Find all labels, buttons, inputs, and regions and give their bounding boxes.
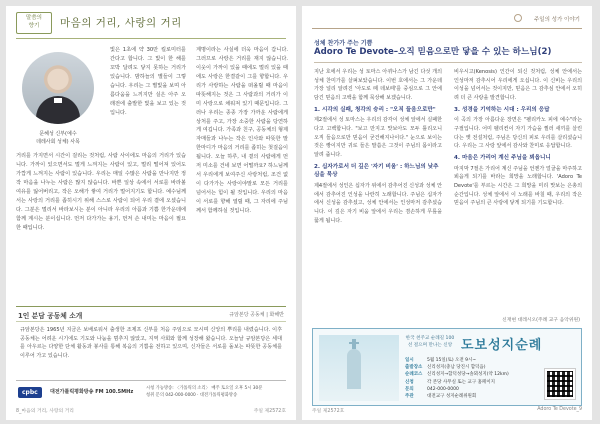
left-page — [6, 6, 296, 420]
pilgrimage-detail-row — [405, 357, 545, 364]
left-footer — [16, 407, 286, 417]
article-paragraph: 제4절에서 성인은 십자가 위에서 감추어진 신성과 성체 안에서 감추어진 인성을 나란히 노래합니다. 주님은 십자가에서 신성을 감추셨고, 성체 안에서는 인성마저 감추셨습니다. 이 깊은 자기 비움 앞에서 우리는 겸손하게 무릎을 꿇게 됩니다. — [314, 182, 442, 224]
music-note-icon — [514, 14, 522, 22]
radio-ad — [16, 380, 286, 402]
pilgrimage-detail-value: 신리성지(충남 당진시 합덕읍) — [427, 365, 486, 371]
pilgrimage-details — [405, 357, 545, 400]
pilgrimage-detail-row — [405, 386, 545, 393]
community-notice-header — [16, 306, 286, 322]
pilgrimage-detail-key: 일시 — [405, 358, 414, 363]
pilgrimage-detail-key: 문의 — [405, 386, 414, 392]
article-subheading: 1. 시각의 실패, 청각의 승리 : "오직 들음으로만" — [314, 106, 436, 113]
pilgrimage-detail-key: 신청 — [405, 379, 414, 385]
community-notice-title: 1인 분담 공동체 소개 — [18, 312, 83, 320]
cross-icon — [352, 339, 356, 349]
author-caption-line-1: 문혜성 신부(예수 — [39, 131, 77, 137]
pilgrimage-detail-value: 각 본당 사무실 또는 교구 홈페이지 — [427, 379, 496, 385]
qr-code-icon[interactable] — [545, 369, 575, 399]
article-paragraph: 지난 호에서 우리는 성 토마스 아퀴나스가 남긴 다섯 개의 성체 찬미가를 살펴보았습니다. 이번 호에서는 그 가운데 가장 널리 알려진 '아도로 떼 데보떼'를 중심으로 그 안에 담긴 믿음의 고백을 함께 묵상해 보겠습니다. — [314, 69, 442, 101]
title-rule — [314, 62, 582, 63]
article-paragraph: 제2절에서 성 토마스는 우리의 감각이 성체 앞에서 실패한다고 고백합니다. "보고 만지고 맛보아도 모두 틀리오니 오직 들음으로만 믿음이 굳건해지나이다." 눈으로 보이는 것은 빵이지만 귀로 들은 말씀은 그것이 주님의 몸이라고 알려 줍니다. — [314, 117, 442, 158]
pilgrimage-tagline: 한국 천주교 순례길 100선 걸으며 만나는 신앙 — [405, 336, 455, 348]
column-title: 마음의 거리, 사랑의 거리 — [60, 17, 182, 29]
right-page — [302, 6, 592, 420]
article-paragraph: 마지막 7절은 가리어 계신 주님을 언젠가 얼굴을 마주하고 뵈옵게 되기를 바라는 희망을 노래합니다. 'Adoro Te Devote'를 부르는 시간은 그 희망을 미리 맛보는 은총의 순간입니다. 성체 앞에서 이 노래를 바칠 때, 우리의 작은 믿음이 주님의 큰 사랑에 닿게 되기를 기도합니다. — [454, 165, 582, 207]
pilgrimage-detail-value: 5월 15일(토) 오전 9시~ — [427, 358, 477, 363]
header-rule — [16, 38, 286, 39]
pilgrimage-detail-value: 042-000-0000 — [427, 386, 459, 392]
column-header — [16, 12, 286, 40]
right-page-number: Adoro Te Devote_9 — [537, 407, 582, 412]
article-subheading: 2. 십자가로서 더 깊은 '자기 비움' : 하느님의 낮추심을 묵상 — [314, 163, 439, 179]
radio-ad-line-1: 시청 가능방송: 〈가톨릭의 소리〉 매주 토요일 오후 5시 30분 — [146, 386, 263, 391]
radio-ad-details — [146, 386, 286, 399]
left-page-number: 8_마음의 거리, 사랑의 거리 — [16, 409, 74, 414]
article-title: Adoro Te Devote–오직 믿음으로만 닿을 수 있는 하느님(2) — [314, 47, 552, 57]
article-paragraph: 비우시고(Kenosis) 인간이 되신 것처럼, 성체 안에서는 인성마저 감추시어 우리에게 오십니다. 이 신비는 우리의 이성을 넘어서는 것이지만, 믿음은 그 감추심 안에서 오히려 더 큰 사랑을 발견합니다. — [454, 69, 582, 101]
pilgrimage-detail-row — [405, 364, 545, 371]
community-notice-text: 규암본당은 1965년 지금은 보배로워서 출생한 조제프 신부를 처음 주임으로 모시며 신앙의 뿌리를 내렸습니다. 이후 공동체는 어려운 시기에도 기도와 나눔을 멈추지 않았고, 지역 사회와 함께 성장해 왔습니다. 오늘날 규암본당은 세대를 아우르는 다양한 단체 활동과 봉사를 통해 복음의 기쁨을 전하고 있으며, 신자들은 서로를 돌보는 따뜻한 공동체를 이루어 가고 있습니다. — [20, 327, 282, 359]
pilgrimage-title: 도보성지순례 — [461, 338, 543, 353]
article-kicker: 성체 찬가가 주는 기쁨 — [314, 40, 373, 47]
pilgrimage-detail-value: 대전교구 성지순례위원회 — [427, 393, 477, 399]
article-paragraph: 이 곡의 가장 아름다운 장면은 "펠리카노 피에 예수"라는 구절입니다. 어미 펠리컨이 자기 가슴을 찔러 새끼를 살린다는 옛 전설처럼, 주님은 당신의 피로 우리를 살리셨습니다. 우리는 그 사랑 앞에서 감사와 찬미로 응답합니다. — [454, 117, 582, 150]
church-tower — [347, 349, 361, 389]
badge-line-1: 말씀의 — [26, 15, 42, 21]
pilgrimage-detail-value: 신리성지→합덕성당→솔뫼성지(약 12km) — [427, 372, 509, 378]
section-rule — [312, 28, 582, 29]
column-text-continued: 계명이라는 사실에 더욱 마음이 갑니다. 그러므로 사랑은 거리를 재지 않습니다. 이웃이 가까이 있을 때에도 멀리 있을 때에도 사랑은 한결같이 그를 향합니다. 우리가 사랑하는 사람을 떠올릴 때 마음이 따뜻해지는 것은 그 사람과의 거리가 이미 사랑으로 채워져 있기 때문입니다. 그러나 우리는 종종 가장 가까운 사람에게 상처를 주고, 가장 소중한 사람을 당연하게 여깁니다. 가족과 친구, 공동체의 형제자매들과 나누는 작은 인사와 따뜻한 말 한마디가 마음의 거리를 좁히는 첫걸음이 됩니다. 오늘 하루, 내 곁의 사람에게 먼저 미소를 건네 보면 어떨까요? 하느님께서 우리에게 보여주신 사랑처럼, 조건 없이 다가가는 사랑이야말로 모든 거리를 넘어서는 힘이 될 것입니다. 우리의 마음이 서로를 향해 열릴 때, 그 자리에 주님께서 함께하실 것입니다. — [196, 47, 288, 214]
article-signature: 신재현 대레시오(주례 교구 음악위원) — [502, 318, 580, 323]
pilgrimage-detail-key: 출발장소 — [405, 365, 423, 371]
article-subheading: 3. 성경을 기억하는 시대 : 우리의 응답 — [454, 106, 550, 113]
badge-line-2: 향기 — [28, 23, 40, 30]
community-notice-parish: 규암본당 공동체 | 화해반 — [229, 312, 284, 318]
pilgrimage-detail-key: 주관 — [405, 393, 414, 399]
cross-arm — [349, 342, 359, 344]
cpbc-logo: cpbc — [18, 387, 42, 398]
pilgrimage-detail-row — [405, 379, 545, 386]
clerical-collar — [54, 98, 62, 103]
left-issue-number: 주일 제2572호 — [253, 409, 286, 414]
pilgrimage-detail-row — [405, 393, 545, 400]
radio-ad-line-2: 청취 문의 042-000-0000 · 대전가톨릭평화방송 — [146, 392, 238, 398]
author-caption — [14, 130, 102, 146]
article-column-2 — [454, 68, 582, 314]
column-text-body: 거리를 가지면서 시간이 걸리는 것처럼, 사람 사이에도 마음의 거리가 있습니다. 가까이 있으면서도 멀게 느껴지는 사람이 있고, 멀리 떨어져 있어도 가깝게 느껴지는 사람이 있습니다. 우리는 매일 수많은 사람을 만나지만 정작 마음을 나누는 사람은 많지 않습니다. 바쁜 일상 속에서 서로를 바라볼 여유를 잃어버리고, 작은 오해가 쌓여 거리가 멀어지기도 합니다. 예수님께서는 사랑의 거리를 좁히시기 위해 스스로 사람이 되어 우리 곁에 오셨습니다. 그분은 멀리서 바라보시는 분이 아니라 우리의 아픔과 기쁨 한가운데에 함께 계시는 분이십니다. 먼저 다가가는 용기, 먼저 손 내미는 마음이 필요한 때입니다. — [16, 153, 186, 231]
section-name: 주일의 성가 이야기 — [533, 17, 580, 23]
pilgrimage-detail-key: 순례코스 — [405, 372, 423, 378]
radio-station-name: 대전가톨릭평화방송 FM 100.5MHz — [50, 389, 134, 395]
pilgrimage-detail-row — [405, 371, 545, 378]
column-text-intro: 빛은 1초에 약 30만 킬로미터를 간다고 합니다. 그 빛이 한 해를 꼬박 달려도 닿지 못하는 거리가 있습니다. 밤하늘의 별들이 그렇습니다. 우리는 그 별빛을 보며 아름다움을 느끼지만 실은 아주 오래전에 출발한 빛을 보고 있는 것입니다. — [110, 47, 186, 116]
author-photo — [22, 52, 94, 124]
pilgrimage-ad — [312, 328, 582, 406]
right-footer — [312, 407, 582, 417]
author-caption-line-2: 데레사회 성체) 사목 — [36, 139, 80, 145]
church-illustration — [319, 335, 399, 401]
column-badge — [16, 12, 52, 34]
right-issue-number: 주일 제2572호 — [312, 409, 345, 414]
article-column-1 — [314, 68, 442, 314]
article-subheading: 4. 마음은 가리어 계신 주님을 뵈옵니니 — [454, 154, 551, 161]
